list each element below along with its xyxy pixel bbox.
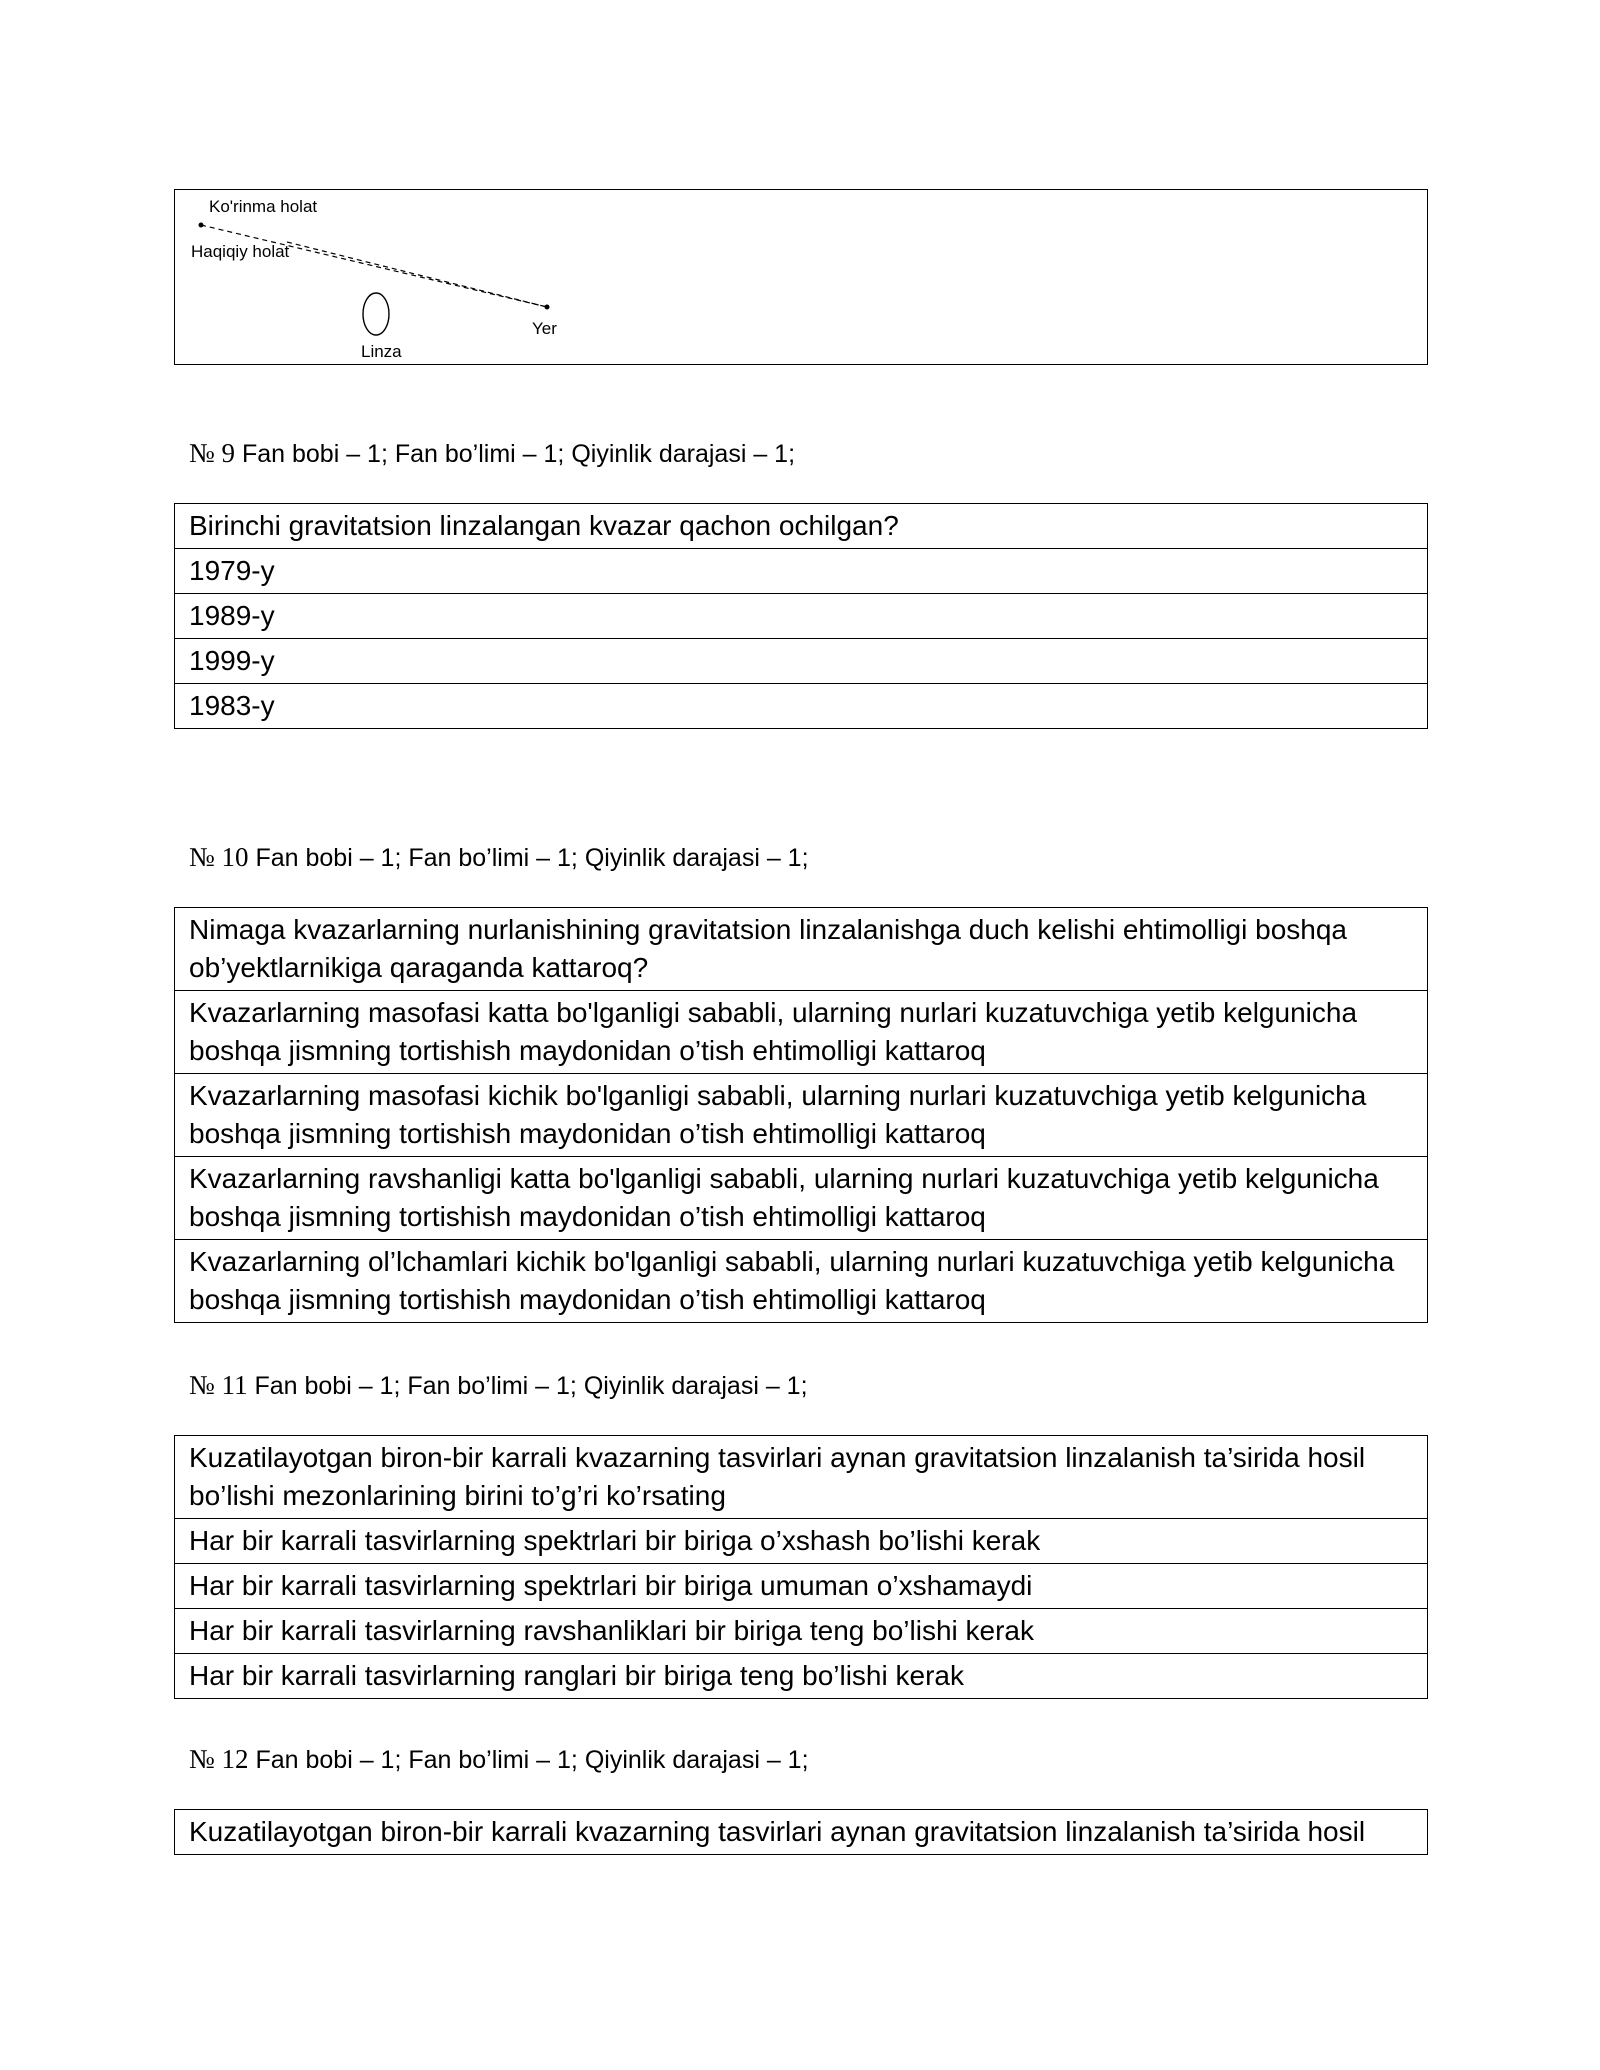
- question-text: Nimaga kvazarlarning nurlanishining gravitatsion linzalanishga duch kelishi ehtimolligi boshqa ob’yektlarnikiga qaraganda kattaroq?: [175, 908, 1428, 991]
- answer-option: 1983-y: [175, 684, 1428, 729]
- answer-option: Har bir karrali tasvirlarning ranglari bir biriga teng bo’lishi kerak: [175, 1654, 1428, 1699]
- question-9-table: [174, 503, 1428, 729]
- question-meta: Fan bobi – 1; Fan bo’limi – 1; Qiyinlik darajasi – 1;: [255, 844, 809, 872]
- label-lens: Linza: [361, 342, 402, 361]
- answer-option: 1989-y: [175, 594, 1428, 639]
- answer-option: Har bir karrali tasvirlarning spektrlari bir biriga umuman o’xshamaydi: [175, 1564, 1428, 1609]
- question-12-table: [174, 1809, 1428, 1855]
- answer-row: [175, 1157, 1428, 1240]
- answer-row: [175, 639, 1428, 684]
- real-ray-line: [287, 242, 547, 307]
- question-11-table: [174, 1435, 1428, 1699]
- question-11-header: [189, 1370, 808, 1401]
- answer-option: Kvazarlarning ravshanligi katta bo'lganligi sababli, ularning nurlari kuzatuvchiga yetib kelgunicha boshqa jismning tortishish maydonidan o’tish ehtimolligi kattaroq: [175, 1157, 1428, 1240]
- question-number: № 12: [189, 1744, 249, 1774]
- earth-dot: [545, 305, 550, 310]
- question-row: [175, 504, 1428, 549]
- answer-row: [175, 594, 1428, 639]
- answer-option: Kvazarlarning masofasi katta bo'lganligi sababli, ularning nurlari kuzatuvchiga yetib kelgunicha boshqa jismning tortishish maydonidan o’tish ehtimolligi kattaroq: [175, 991, 1428, 1074]
- question-row: [175, 1810, 1428, 1855]
- lensing-diagram: [174, 189, 1428, 365]
- apparent-source-dot: [199, 223, 204, 228]
- question-text: Kuzatilayotgan biron-bir karrali kvazarning tasvirlari aynan gravitatsion linzalanish ta’sirida hosil: [175, 1810, 1428, 1855]
- answer-row: [175, 1240, 1428, 1323]
- question-row: [175, 1436, 1428, 1519]
- apparent-ray-line: [201, 225, 547, 307]
- answer-option: Har bir karrali tasvirlarning spektrlari bir biriga o’xshash bo’lishi kerak: [175, 1519, 1428, 1564]
- question-row: [175, 908, 1428, 991]
- question-10-table: [174, 907, 1428, 1323]
- answer-option: Har bir karrali tasvirlarning ravshanliklari bir biriga teng bo’lishi kerak: [175, 1609, 1428, 1654]
- answer-row: [175, 549, 1428, 594]
- answer-option: 1979-y: [175, 549, 1428, 594]
- question-10-header: [189, 842, 809, 873]
- answer-row: [175, 1519, 1428, 1564]
- answer-row: [175, 1609, 1428, 1654]
- question-number: № 9: [189, 438, 236, 468]
- question-meta: Fan bobi – 1; Fan bo’limi – 1; Qiyinlik darajasi – 1;: [241, 440, 796, 468]
- question-text: Kuzatilayotgan biron-bir karrali kvazarning tasvirlari aynan gravitatsion linzalanish ta’sirida hosil bo’lishi mezonlarining birini to’g’ri ko’rsating: [175, 1436, 1428, 1519]
- answer-option: 1999-y: [175, 639, 1428, 684]
- lens-ellipse: [363, 293, 389, 335]
- lensing-diagram-svg: [175, 190, 1429, 366]
- question-9-header: [189, 438, 795, 469]
- question-12-header: [189, 1744, 809, 1775]
- label-apparent-position: Ko'rinma holat: [209, 197, 318, 216]
- answer-row: [175, 1564, 1428, 1609]
- label-earth: Yer: [532, 319, 557, 338]
- answer-row: [175, 1074, 1428, 1157]
- question-number: № 10: [189, 842, 249, 872]
- question-number: № 11: [189, 1370, 248, 1400]
- label-real-position: Haqiqiy holat: [191, 242, 290, 261]
- question-text: Birinchi gravitatsion linzalangan kvazar qachon ochilgan?: [175, 504, 1428, 549]
- answer-option: Kvazarlarning masofasi kichik bo'lganligi sababli, ularning nurlari kuzatuvchiga yetib kelgunicha boshqa jismning tortishish maydonidan o’tish ehtimolligi kattaroq: [175, 1074, 1428, 1157]
- question-meta: Fan bobi – 1; Fan bo’limi – 1; Qiyinlik darajasi – 1;: [254, 1372, 808, 1400]
- question-meta: Fan bobi – 1; Fan bo’limi – 1; Qiyinlik darajasi – 1;: [255, 1746, 809, 1774]
- answer-row: [175, 991, 1428, 1074]
- answer-option: Kvazarlarning ol’lchamlari kichik bo'lganligi sababli, ularning nurlari kuzatuvchiga yetib kelgunicha boshqa jismning tortishish maydonidan o’tish ehtimolligi kattaroq: [175, 1240, 1428, 1323]
- answer-row: [175, 1654, 1428, 1699]
- answer-row: [175, 684, 1428, 729]
